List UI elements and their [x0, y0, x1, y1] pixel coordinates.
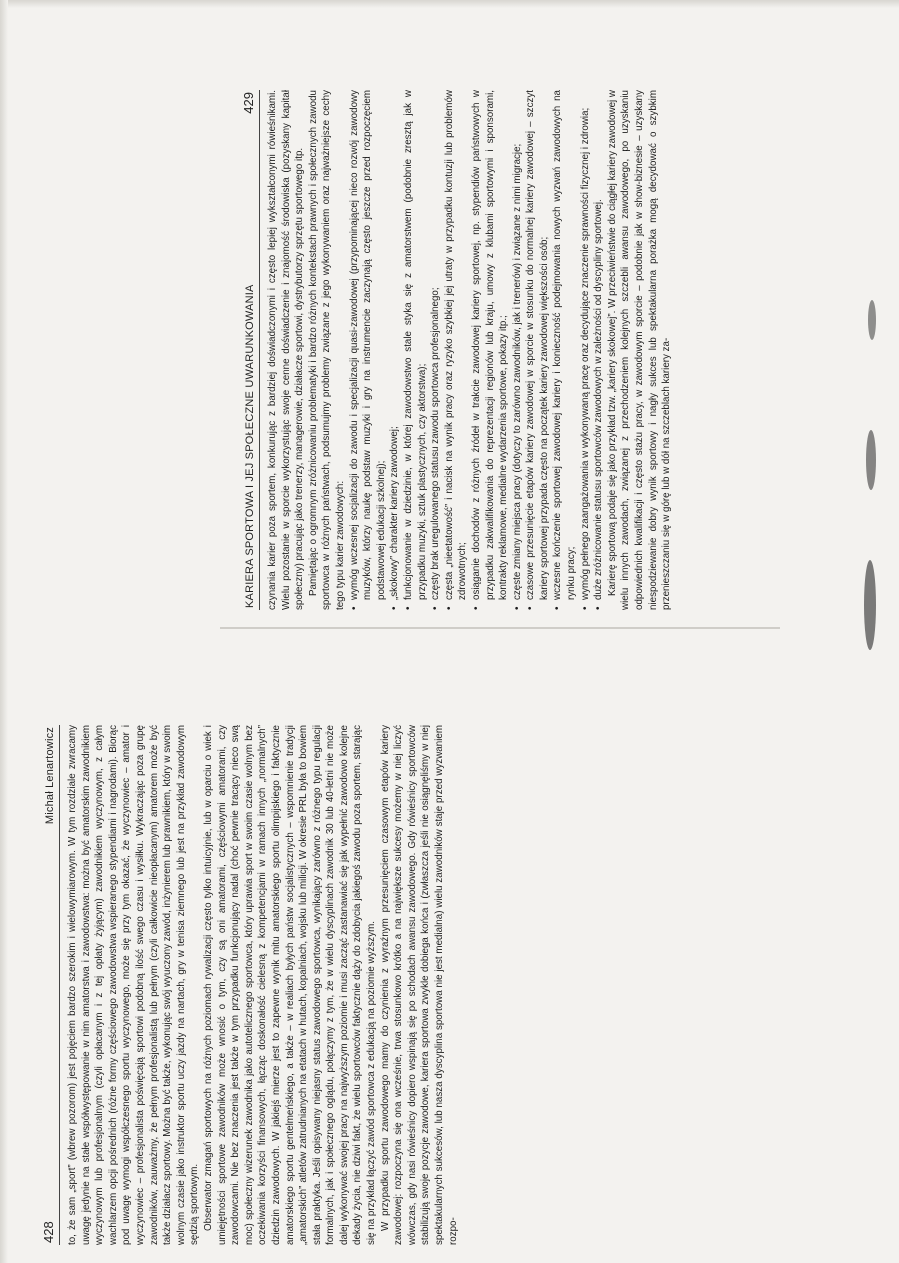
- list-item: • „skokowy” charakter kariery zawodowej;: [388, 90, 402, 610]
- paragraph: W przypadku sportu zawodowego mamy do czynienia z wyraźnym przesunięciem czasowym etapów kariery zawodowej: rozpoczyna się ona wcześnie, trwa stosunkowo krótko a na największe sukcesy możemy w niej liczyć wówczas, gdy nasi rówieśnicy dopiero wspinają się po schodach awansu zawodowego. Gdy rówieśnicy sportowców stabilizują swoje pozycje zawodowe, kariera sportowa zwykle dobiega końca i (zwłaszcza jeśli nie osiągnęliśmy w niej spektakularnych sukcesów, lub nasza dyscyplina sportowa nie jest medialna) wielu zawodników staje przed wyzwaniem rozpo-: [379, 725, 459, 1245]
- list-item: • częsty brak uregulowanego statusu zawodu sportowca profesjonalnego;: [429, 90, 443, 610]
- page-fold-line: [220, 627, 780, 629]
- right-page-header: [240, 90, 260, 610]
- left-page-running-header: Michał Lenartowicz: [44, 727, 56, 825]
- paragraph: Karierę sportową podaje się jako przykład tzw. „kariery skokowej”. W przeciwieństwie do ciągłej kariery zawodowej w wielu innych zawodach, związanej z przechodzeniem kolejnych szczebli awansu zawodowego, po uzyskaniu odpowiednich kwalifikacji i często stażu pracy, w zawodowym sporcie – podobnie jak w show-biznesie – uzyskany niespodziewanie dobry wynik sportowy i nagły sukces lub spektakularna porażka mogą decydować o szybkim przenieszczaniu się w górę lub w dół na szczeblach kariery za-: [606, 90, 673, 610]
- scan-smudge: [864, 560, 876, 650]
- paragraph: Pamiętając o ogromnym zróżnicowaniu problematyki i bardzo różnych kontekstach prawnych i społecznych zawodu sportowca w różnych państwach, podsumujmy problemy związane z jego wykonywaniem oraz najważniejsze cechy tego typu karier zawodowych:: [307, 90, 346, 610]
- left-page-number: 428: [41, 1221, 56, 1243]
- list-item: • wymóg wczesnej socjalizacji do zawodu i specjalizacji quasi-zawodowej (przypominającej nieco rozwój zawodowy muzyków, którzy naukę podstaw muzyki i gry na instrumencie zaczynają często jeszcze przed rozpoczęciem podstawowej edukacji szkolnej);: [348, 90, 389, 610]
- left-page-header: [40, 725, 60, 1245]
- paragraph: to, że sam „sport” (wbrew pozorom) jest pojęciem bardzo szerokim i wielowymiarowym. W tym rozdziale zwracamy uwagę jedynie na stałe współwystępowanie w nim amatorstwa i zawodowstwa: można być amatorskim zawodnikiem wyczynowym lub profesjonalnym (czyli opłacanym i z tej opłaty żyjącym) zawodnikiem wyczynowym, z całym wachlarzem opcji pośrednich (różne formy częściowego zawodowstwa wspieranego stypendiami i nagrodami). Biorąc pod uwagę wymogi współczesnego sportu wyczynowego, może się przy tym okazać, że wyczynowiec – amator i wyczynowiec – profesjonalista poświęcają sportowi podobną ilość swego czasu i wysiłku. Wykraczając poza grupę zawodników, zauważmy, że pełnym profesjonalistą lub pełnym (czyli całkowicie nieopłacanym) amatorem może być także działacz sportowy. Można być także, wykonując swój wyuczony zawód, inżynierem lub prawnikiem, który w swoim wolnym czasie jako instruktor sportu uczy jazdy na nartach, gry w tenisa ziemnego lub jest na przykład zawodowym sędzią sportowym.: [67, 725, 201, 1245]
- right-page-number: 429: [241, 92, 256, 114]
- feature-list: [348, 90, 606, 610]
- list-item: • wczesne kończenie sportowej zawodowej kariery i konieczność podejmowania nowych wyzwań zawodowych na rynku pracy;: [551, 90, 578, 610]
- right-page: [240, 90, 673, 610]
- paragraph: Obserwator zmagań sportowych na różnych poziomach rywalizacji często tylko intuicyjnie, lub w oparciu o wiek i umiejętności sportowe zawodników może wnosić o tym, czy są oni amatorami, częściowymi amatorami, czy zawodowcami. Nie bez znaczenia jest także w tym przypadku funkcjonujący nadal (choć pewnie tracący nieco swą moc) społeczny wizerunek zawodnika jako autotelicznego sportowca, który uprawia sport w swoim czasie wolnym bez oczekiwania korzyści finansowych, łącząc doskonałość cielesną z kompetencjami w ramach innych „normalnych” dziedzin zawodowych. W jakiejś mierze jest to zapewne wynik mitu amatorskiego sportu olimpijskiego i faktycznie amatorskiego sportu gentelmeńskiego, a także – w realiach byłych państw socjalistycznych – wspomnienie tradycji „amatorskich” atletów zatrudnianych na etatach w hutach, kopalniach, wojsku lub milicji. W okresie PRL była to bowiem stała praktyka. Jeśli opisywany niejasny status zawodowego sportowca, wynikający zarówno z różnego typu regulacji formalnych, jak i społecznego oglądu, połączymy z tym, że w wielu dyscyplinach zawodnik 30 lub 40-letni nie może dalej wykonywać swojej pracy na najwyższym poziomie i musi zacząć zastanawiać się jak wypełnić zawodowo kolejne dekady życia, nie dziwi fakt, że wielu sportowców faktycznie dąży do zdobycia jakiegoś zawodu poza sportem, starając się na przykład łączyć zawód sportowca z edukacją na poziomie wyższym.: [202, 725, 378, 1245]
- list-item: • osiąganie dochodów z różnych źródeł w trakcie zawodowej kariery sportowej, np. stypendiów państwowych w przypadku zakwalifikowania do reprezentacji regionów lub kraju, umowy z klubami sportowymi i sponsorami, kontrakty reklamowe, medialne wydarzenia sportowe, pokazy itp.;: [470, 90, 511, 610]
- scan-smudge: [866, 430, 876, 490]
- list-item: • duże zróżnicowanie statusu sportowców zawodowych w zależności od dyscypliny sportowej.: [592, 90, 606, 610]
- list-item: • funkcjonowanie w dziedzinie, w której zawodowstwo stale styka się z amatorstwem (podobnie zresztą jak w przypadku muzyki, sztuk plastycznych, czy aktorstwa);: [402, 90, 429, 610]
- list-item: • częsta „nieetatowość” i nacisk na wynik pracy oraz ryzyko szybkiej jej utraty w przypadku kontuzji lub problemów zdrowotnych;: [443, 90, 470, 610]
- list-item: • częste zmiany miejsca pracy (dotyczy to zarówno zawodników, jak i trenerów) i związane z nimi migracje;: [511, 90, 525, 610]
- list-item: • czasowe przesunięcie etapów kariery zawodowej w sporcie w stosunku do normalnej kariery zawodowej – szczyt kariery sportowej przypada często na początek kariery zawodowej większości osób;: [524, 90, 551, 610]
- left-page: [40, 725, 470, 1245]
- left-page-body: [66, 725, 460, 1245]
- scan-smudge: [868, 300, 876, 340]
- scan-edge-left: [0, 0, 8, 1263]
- scan-edge-top: [0, 0, 899, 8]
- list-item: • wymóg pełnego zaangażowania w wykonywaną pracę oraz decydujące znaczenie sprawności fizycznej i zdrowia;: [579, 90, 593, 610]
- right-page-running-header: KARIERA SPORTOWA I JEJ SPOŁECZNE UWARUNKOWANIA: [244, 284, 256, 608]
- right-page-body: [266, 90, 674, 610]
- paragraph: czynania karier poza sportem, konkurując z bardziej doświadczonymi i często lepiej wykształconymi rówieśnikami. Wielu pozostanie w sporcie wykorzystując swoje cenne doświadczenie i znajomość środowiska (pozyskany kapitał społeczny) pracując jako trenerzy, managerowie, działacze sportowi, dystrybutorzy sprzętu sportowego itp.: [267, 90, 306, 610]
